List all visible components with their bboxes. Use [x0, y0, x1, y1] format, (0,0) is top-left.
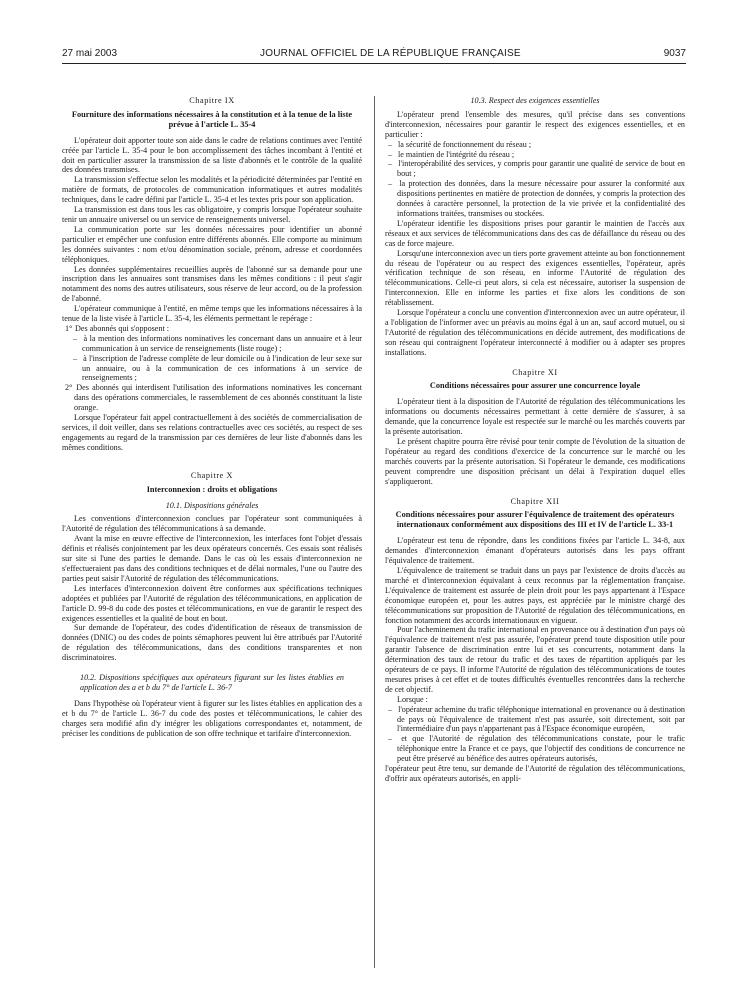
chapter-label: Chapitre XI	[512, 367, 558, 377]
list-item: – le maintien de l'intégrité du réseau ;	[388, 149, 515, 159]
section-heading: 10.1. Dispositions générales	[165, 500, 259, 510]
paragraph: Les conventions d'interconnexion conclues par l'opérateur sont communiquées à l'Autorité de régulation des télécommunications à sa demande.	[62, 514, 362, 534]
list-item: 2° Des abonnés qui interdisent l'utilisation des informations nominatives les concernant dans des opérations commerciales, le rassemblement de ces abonnés constituant la liste orange.	[65, 383, 362, 413]
paragraph: Les données supplémentaires recueillies auprès de l'abonné sur sa demande pour une inscription dans les annuaires sont transmises dans les mêmes conditions : il peut s'agir notamment des noms des autres utilisateurs, sous réserve de leur accord, ou de la profession de l'abonné.	[62, 264, 362, 304]
list-item: – la protection des données, dans la mesure nécessaire pour assurer la conformité aux dispositions pertinentes en matière de protection de données, y compris la protection des données à caractère personnel, la protection de la vie privée et la confidentialité des informations traitées, transmises ou stockées.	[388, 179, 685, 218]
list-subitem: – à l'inscription de l'adresse complète de leur domicile ou à l'indication de leur sexe sur un annuaire, ou à la communication de ces informations à un service de renseignements ;	[73, 353, 362, 383]
header-date: 27 mai 2003	[62, 48, 118, 59]
paragraph: L'opérateur identifie les dispositions prises pour garantir le maintien de l'accès aux réseaux et aux services de télécommunications dans des cas de défaillance du réseau ou des cas de force majeure.	[385, 218, 685, 248]
paragraph: Sur demande de l'opérateur, des codes d'identification de réseaux de transmission de données (DNIC) ou des codes de points sémaphores peuvent lui être attribués par l'Autorité de régulation des télécommunications, dans des conditions transparentes et non discriminatoires.	[62, 623, 362, 663]
list-item: – l'interopérabilité des services, y compris pour garantir une qualité de service de bout en bout ;	[388, 159, 685, 179]
list-item: – l'opérateur achemine du trafic téléphonique international en provenance ou à destination de pays où l'équivalence de traitement n'est pas assurée, soit directement, soit par l'intermédiaire d'un pays n'appartenant pas à l'Espace économique européen,	[388, 704, 685, 734]
chapter-label: Chapitre IX	[189, 96, 235, 105]
paragraph: Pour l'acheminement du trafic international en provenance ou à destination d'un pays où l'équivalence de traitement n'est pas assurée, l'opérateur prend toute disposition utile pour garantir l'absence de discrimination entre lui et ses concurrents, notamment dans la détermination des taux de retour du trafic et des taxes de répartition appliqués par les opérateurs de ce pays. Il informe l'Autorité de régulation des télécommunications de toutes mesures prises à cet effet et de toutes difficultés éventuelles rencontrées dans la recherche de cet objectif.	[385, 625, 685, 694]
chapter-label: Chapitre XII	[510, 496, 560, 506]
paragraph: Lorsqu'une interconnexion avec un tiers porte gravement atteinte au bon fonctionnement du réseau de l'opérateur ou au respect des exigences essentielles, l'opérateur, après vérification technique de son réseau, en informe l'Autorité de régulation des télécommunications. Celle-ci peut alors, si cela est nécessaire, autoriser la suspension de l'interconnexion. Elle en informe les parties et fixe alors les conditions de son rétablissement.	[385, 248, 685, 308]
header-rule	[62, 63, 686, 64]
column-divider	[374, 96, 375, 968]
left-column	[62, 96, 362, 738]
paragraph: La transmission est dans tous les cas obligatoire, y compris lorsque l'opérateur souhaite tenir un annuaire universel ou un service de renseignements universel.	[62, 205, 362, 224]
list-subitem: – à la mention des informations nominatives les concernant dans un annuaire et à leur communication à un service de renseignements (liste rouge) ;	[73, 333, 363, 353]
chapter-title: Conditions nécessaires pour assurer l'équivalence de traitement des opérateurs internationaux conformément aux dispositions des III et IV de l'article L. 33-1	[395, 510, 675, 530]
paragraph: L'opérateur prend l'ensemble des mesures, qu'il précise dans ses conventions d'interconnexion, nécessaires pour garantir le respect des exigences essentielles, et en particulier :	[385, 109, 685, 139]
paragraph: Lorsque :	[397, 694, 428, 704]
list-item: – et que l'Autorité de régulation des télécommunications constate, pour le trafic téléphonique entre la France et ce pays, que l'objectif des conditions de concurrence ne peut être préservé au bénéfice des autres opérateurs autorisés,	[388, 734, 686, 764]
paragraph: Dans l'hypothèse où l'opérateur vient à figurer sur les listes établies en application des a et b du 7° de l'article L. 36-7 du code des postes et télécommunications, le cahier des charges sera modifié afin d'y intégrer les obligations correspondantes et, notamment, de préciser les conditions de publication de son offre technique et tarifaire d'interconnexion.	[62, 698, 362, 738]
paragraph: Lorsque l'opérateur a conclu une convention d'interconnexion avec un autre opérateur, il a l'obligation de l'informer avec un préavis au moins égal à un an, sauf accord mutuel, ou si l'Autorité de régulation des télécommunications en décide autrement, des modifications de son réseau qui contraignent l'opérateur interconnecté à modifier ou à adapter ses propres installations.	[385, 308, 685, 357]
header-journal-title: JOURNAL OFFICIEL DE LA RÉPUBLIQUE FRANÇAISE	[260, 48, 521, 59]
section-heading: 10.2. Dispositions spécifiques aux opérateurs figurant sur les listes établies en application des a et b du 7° de l'article L. 36-7	[80, 673, 344, 692]
chapter-title: Conditions nécessaires pour assurer une concurrence loyale	[429, 381, 641, 391]
paragraph: La transmission s'effectue selon les modalités et la périodicité déterminées par l'entité en matière de formats, de protocoles de communication informatiques et autres modalités techniques, dans le cadre défini par l'article L. 35-4 et les textes pris pour son application.	[62, 175, 362, 205]
paragraph: L'opérateur communique à l'entité, en même temps que les informations nécessaires à la tenue de la liste visée à l'article L. 35-4, les éléments permettant le repérage :	[62, 304, 362, 324]
chapter-title: Fourniture des informations nécessaires à la constitution et à la tenue de la liste prévue à l'article L. 35-4	[71, 109, 353, 129]
header-page-number: 9037	[663, 48, 686, 59]
right-column	[385, 96, 685, 784]
paragraph: L'équivalence de traitement se traduit dans un pays par l'existence de droits d'accès au marché et d'interconnexion équivalant à ceux reconnus par la réglementation française. L'équivalence de traitement est assurée de plein droit pour les pays appartenant à l'Espace économique européen et, pour les autres pays, est appréciée par le ministre chargé des télécommunications sur proposition de l'Autorité de régulation des télécommunications, en fonction notamment des accords internationaux en vigueur.	[385, 565, 685, 625]
paragraph: Le présent chapitre pourra être révisé pour tenir compte de l'évolution de la situation de l'opérateur au regard des conditions d'exercice de la concurrence sur le marché ou les marchés couverts par la présente autorisation. Si l'opérateur le demande, ces modifications peuvent comprendre une disposition précisant un délai à l'expiration duquel elles s'appliqueront.	[385, 437, 685, 486]
list-item: – la sécurité de fonctionnement du réseau ;	[388, 139, 532, 149]
paragraph: Avant la mise en œuvre effective de l'interconnexion, les interfaces font l'objet d'essais définis et réalisés conjointement par les deux opérateurs concernés. Ces essais sont réalisés sur site si l'une des parties le demande. Dans le cas où les essais d'interconnexion ne s'effectueraient pas dans des conditions techniques et de délai normales, l'une ou l'autre des parties peut saisir l'Autorité de régulation des télécommunications.	[62, 534, 362, 583]
page-header	[62, 48, 686, 59]
paragraph: L'opérateur doit apporter toute son aide dans le cadre de relations continues avec l'entité créée par l'article L. 35-4 pour le bon accomplissement des tâches incombant à l'entité et doit en particulier assurer la transmission de sa liste d'abonnés et le contrôle de la qualité des données transmises.	[62, 135, 362, 175]
chapter-label: Chapitre X	[190, 470, 234, 480]
paragraph: Les interfaces d'interconnexion doivent être conformes aux spécifications techniques adoptées et publiées par l'Autorité de régulation des télécommunications, en application de l'article D. 99-8 du code des postes et télécommunications, en vue de garantir le respect des exigences essentielles et la qualité de bout en bout.	[62, 583, 362, 623]
paragraph: La communication porte sur les données nécessaires pour identifier un abonné particulier et empêcher une confusion entre différents abonnés. Elle comporte au minimum les données suivantes : nom et/ou dénomination sociale, prénom, adresse et coordonnées téléphoniques.	[62, 224, 362, 264]
paragraph: L'opérateur tient à la disposition de l'Autorité de régulation des télécommunications les informations ou documents nécessaires permettant à cette dernière de s'assurer, à sa demande, que la concurrence loyale est respectée sur le marché ou les marchés couverts par la présente autorisation.	[385, 397, 685, 437]
paragraph: l'opérateur peut être tenu, sur demande de l'Autorité de régulation des télécommunications, d'offrir aux opérateurs autorisés, en appli-	[385, 764, 685, 783]
paragraph: L'opérateur est tenu de répondre, dans les conditions fixées par l'article L. 34-8, aux demandes d'interconnexion émanant d'opérateurs autorisés dans les pays offrant l'équivalence de traitement.	[385, 536, 685, 566]
chapter-title: Interconnexion : droits et obligations	[146, 484, 278, 494]
paragraph: Lorsque l'opérateur fait appel contractuellement à des sociétés de commercialisation de services, il doit veiller, dans ses relations contractuelles avec ces sociétés, au respect de ses engagements au regard de la transmission par ces dernières de leur liste d'abonnés dans les mêmes conditions.	[62, 413, 362, 452]
section-heading: 10.3. Respect des exigences essentielles	[470, 96, 600, 105]
list-item: 1° Des abonnés qui s'opposent :	[65, 323, 170, 333]
